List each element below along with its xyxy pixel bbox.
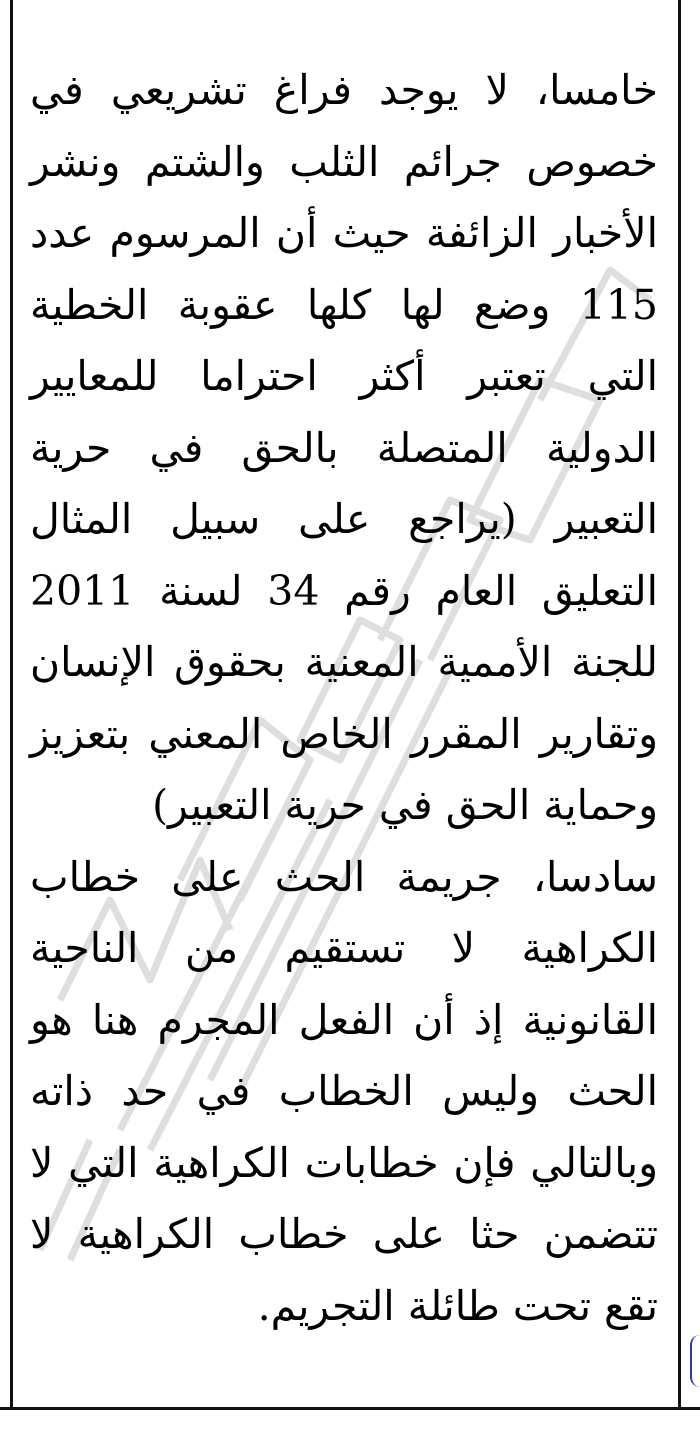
- right-border-line: [678, 0, 681, 1410]
- left-border-line: [10, 0, 13, 1410]
- paragraph-sixth: سادسا، جريمة الحث على خطاب الكراهية لا تستقيم من الناحية القانونية إذ أن الفعل المجرم هنا هو الحث وليس الخطاب في حد ذاته وبالتالي فإن خطابات الكراهية التي لا تتضمن حثا على خطاب الكراهية لا تقع تحت طائلة التجريم.: [30, 852, 658, 1330]
- paragraph-fifth: خامسا، لا يوجد فراغ تشريعي في خصوص جرائم الثلب والشتم ونشر الأخبار الزائفة حيث أن المرسوم عدد 115 وضع لها كلها عقوبة الخطية التي تعتبر أكثر احتراما للمعايير الدولية المتصلة بالحق في حرية التعبير (يراجع على سبيل المثال التعليق العام رقم 34 لسنة 2011 للجنة الأممية المعنية بحقوق الإنسان وتقارير المقرر الخاص المعني بتعزيز وحماية الحق في حرية التعبير): [30, 66, 658, 829]
- article-body: [30, 55, 658, 1342]
- page-edge-tab: [690, 1335, 700, 1387]
- bottom-border-line: [0, 1407, 700, 1410]
